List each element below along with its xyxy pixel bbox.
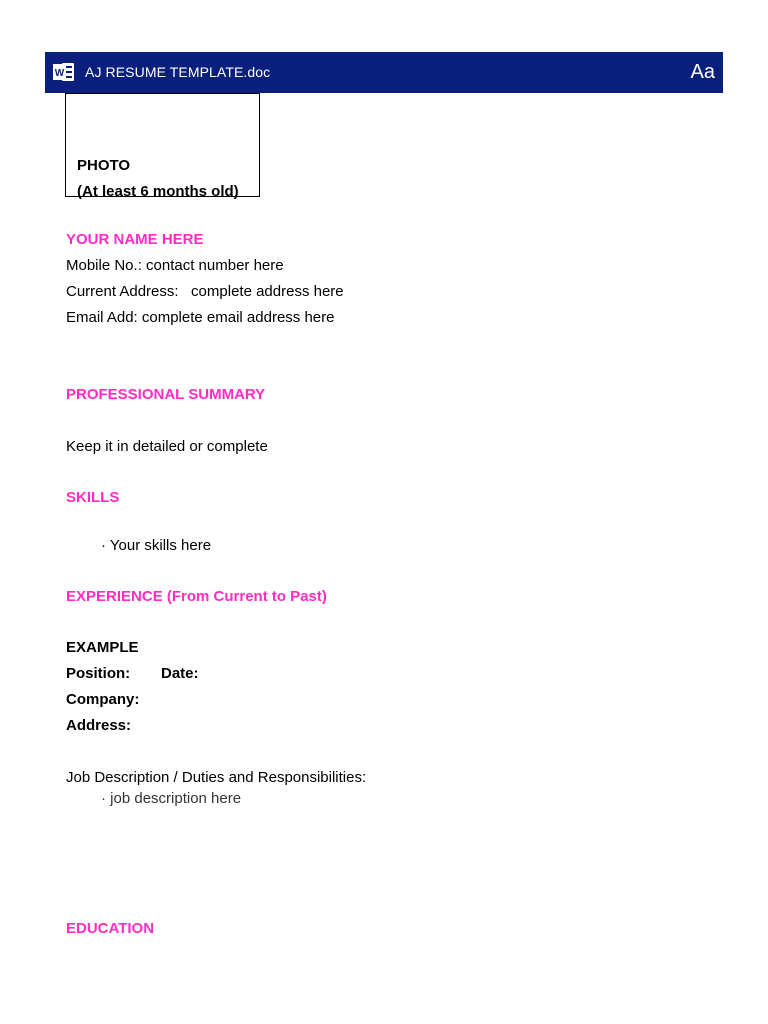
mobile-line: Mobile No.: contact number here <box>66 257 284 274</box>
photo-label-line2: (At least 6 months old) <box>77 183 239 200</box>
name-heading: YOUR NAME HERE <box>66 231 204 248</box>
address-line: Current Address: complete address here <box>66 283 344 300</box>
job-description-label: Job Description / Duties and Responsibilities: <box>66 769 367 786</box>
photo-label <box>77 153 239 205</box>
date-label: Date: <box>161 665 199 682</box>
svg-text:W: W <box>54 68 65 79</box>
word-doc-icon <box>53 62 75 82</box>
example-label: EXAMPLE <box>66 639 139 656</box>
skills-item: · Your skills here <box>101 537 212 554</box>
photo-placeholder <box>65 93 260 200</box>
skills-heading: SKILLS <box>66 489 120 506</box>
summary-text: Keep it in detailed or complete <box>66 438 268 455</box>
email-line: Email Add: complete email address here <box>66 309 335 326</box>
document-body <box>45 93 723 937</box>
address-label: Address: <box>66 717 132 734</box>
company-label: Company: <box>66 691 140 708</box>
document-title: AJ RESUME TEMPLATE.doc <box>85 64 271 80</box>
photo-label-line1: PHOTO <box>77 157 131 174</box>
summary-heading: PROFESSIONAL SUMMARY <box>66 386 266 403</box>
font-size-button[interactable]: Aa <box>690 61 715 83</box>
position-label: Position: <box>66 665 131 682</box>
experience-heading: EXPERIENCE (From Current to Past) <box>66 588 327 605</box>
education-heading: EDUCATION <box>66 920 155 937</box>
document-header-bar <box>45 52 723 93</box>
job-description-item: · job description here <box>101 790 242 807</box>
